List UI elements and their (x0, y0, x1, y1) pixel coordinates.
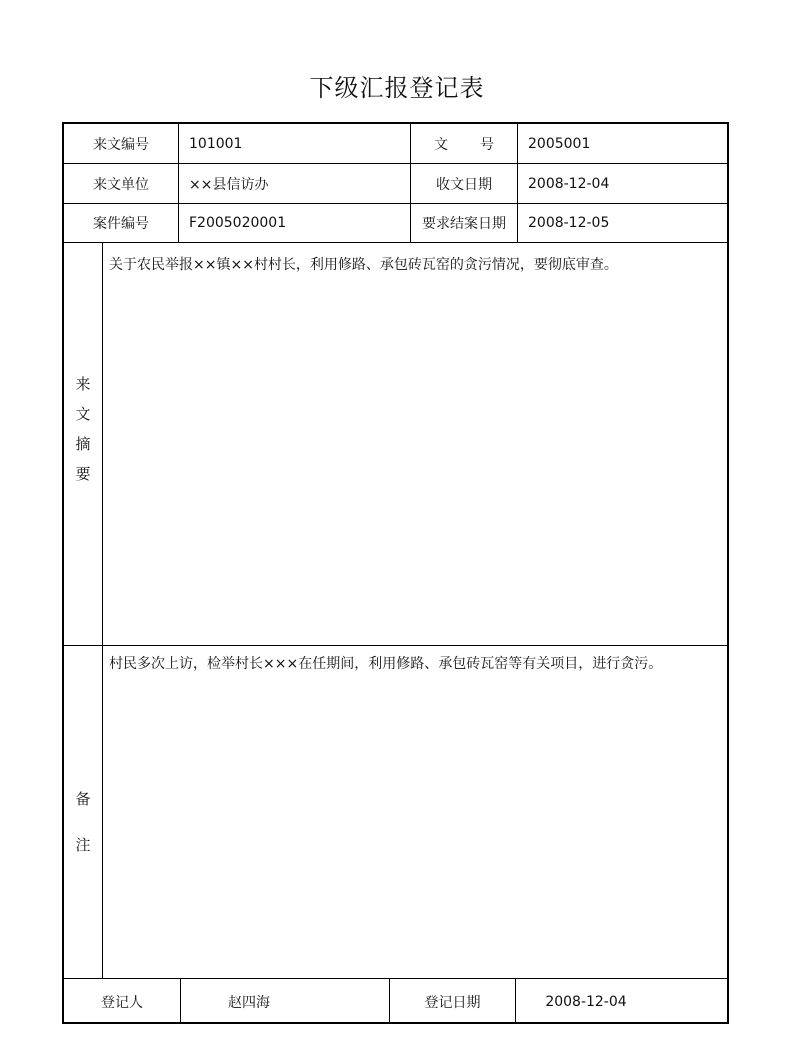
case-number-value: F2005020001 (189, 215, 287, 231)
registrar-value: 赵四海 (228, 994, 270, 1011)
register-date-value: 2008-12-04 (545, 993, 627, 1010)
deadline-date-value: 2008-12-05 (528, 215, 610, 231)
file-number-label: 文号 (434, 136, 526, 153)
summary-text: 关于农民举报××镇××村村长，利用修路、承包砖瓦窑的贪污情况，要彻底审查。 (109, 257, 618, 273)
registrar-label: 登记人 (101, 994, 143, 1011)
sender-unit-value: ××县信访办 (189, 176, 269, 193)
deadline-date-label: 要求结案日期 (422, 216, 506, 232)
summary-label: 来 文 摘 要 (75, 375, 91, 483)
registration-form-table (62, 122, 729, 1024)
form-title: 下级汇报登记表 (309, 74, 485, 102)
case-number-label: 案件编号 (93, 216, 149, 232)
sender-unit-label: 来文单位 (93, 176, 149, 193)
received-date-label: 收文日期 (436, 176, 492, 193)
received-date-value: 2008-12-04 (528, 175, 610, 192)
doc-number-value: 101001 (189, 135, 243, 152)
file-number-value: 2005001 (528, 135, 591, 152)
doc-number-label: 来文编号 (93, 136, 149, 153)
remarks-label: 备 注 (75, 790, 91, 854)
register-date-label: 登记日期 (424, 994, 481, 1011)
remarks-text: 村民多次上访，检举村长×××在任期间，利用修路、承包砖瓦窑等有关项目，进行贪污。 (109, 656, 663, 672)
